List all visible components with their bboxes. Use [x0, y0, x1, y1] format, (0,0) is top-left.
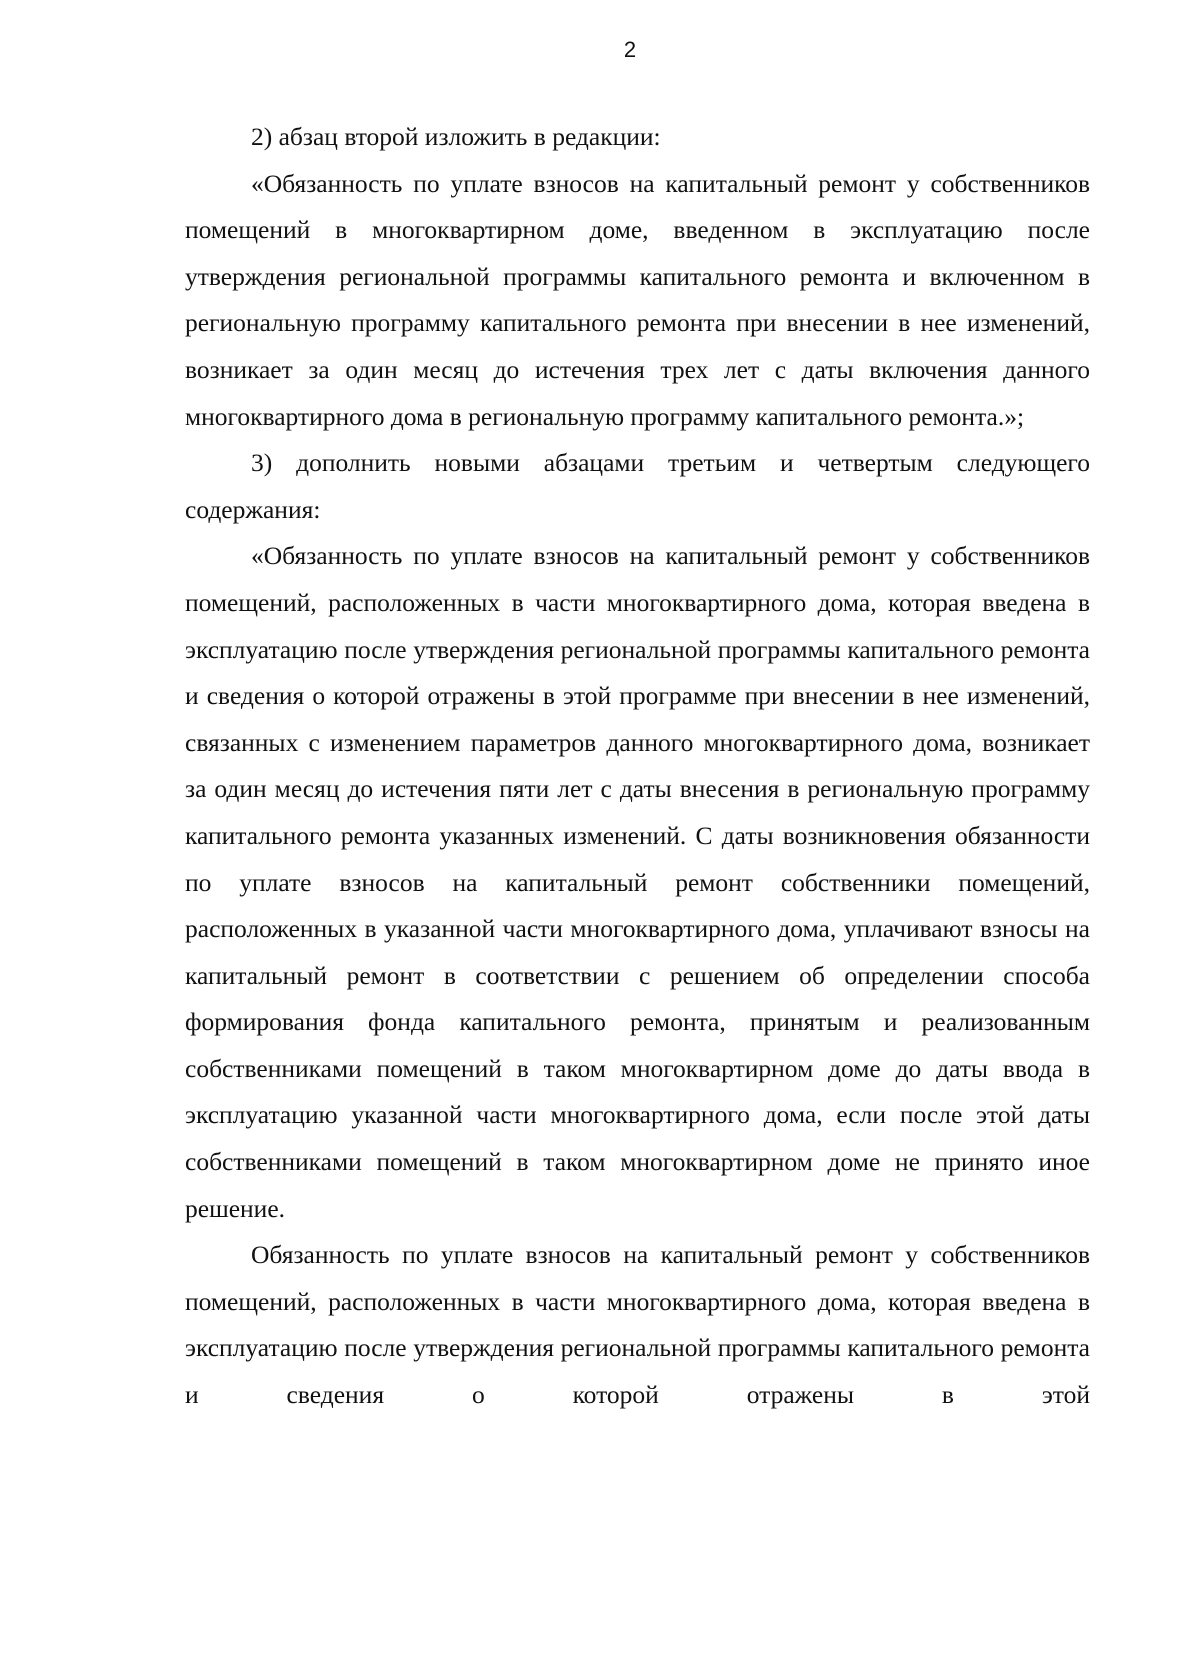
paragraph-amendment-2: 2) абзац второй изложить в редакции:	[251, 122, 661, 151]
document-body	[185, 114, 1090, 1419]
paragraph-quoted-text-1: «Обязанность по уплате взносов на капитальный ремонт у собственников помещений в многоквартирном доме, введенном в эксплуатацию после утверждения региональной программы капитального ремонта и включенном в региональную программу капитального ремонта при внесении в нее изменений, возникает за один месяц до истечения трех лет с даты включения данного многоквартирного дома в региональную программу капитального ремонта.»;	[185, 168, 1090, 431]
paragraph-quoted-text-2: «Обязанность по уплате взносов на капитальный ремонт у собственников помещений, расположенных в части многоквартирного дома, которая введена в эксплуатацию после утверждения региональной программы капитального ремонта и сведения о которой отражены в этой программе при внесении в нее изменений, связанных с изменением параметров данного многоквартирного дома, возникает за один месяц до истечения пяти лет с даты внесения в региональную программу капитального ремонта указанных изменений. С даты возникновения обязанности по уплате взносов на капитальный ремонт собственники помещений, расположенных в указанной части многоквартирного дома, уплачивают взносы на капитальный ремонт в соответствии с решением об определении способа формирования фонда капитального ремонта, принятым и реализованным собственниками помещений в таком многоквартирном доме до даты ввода в эксплуатацию указанной части многоквартирного дома, если после этой даты собственниками помещений в таком многоквартирном доме не принято иное решение.	[185, 541, 1090, 1223]
paragraph-quoted-text-3: Обязанность по уплате взносов на капитальный ремонт у собственников помещений, расположенных в части многоквартирного дома, которая введена в эксплуатацию после утверждения региональной программы капитального ремонта и сведения о которой отражены в этой	[185, 1240, 1090, 1410]
paragraph-amendment-3: 3) дополнить новыми абзацами третьим и четвертым следующего содержания:	[185, 448, 1090, 524]
page-number: 2	[623, 37, 637, 62]
